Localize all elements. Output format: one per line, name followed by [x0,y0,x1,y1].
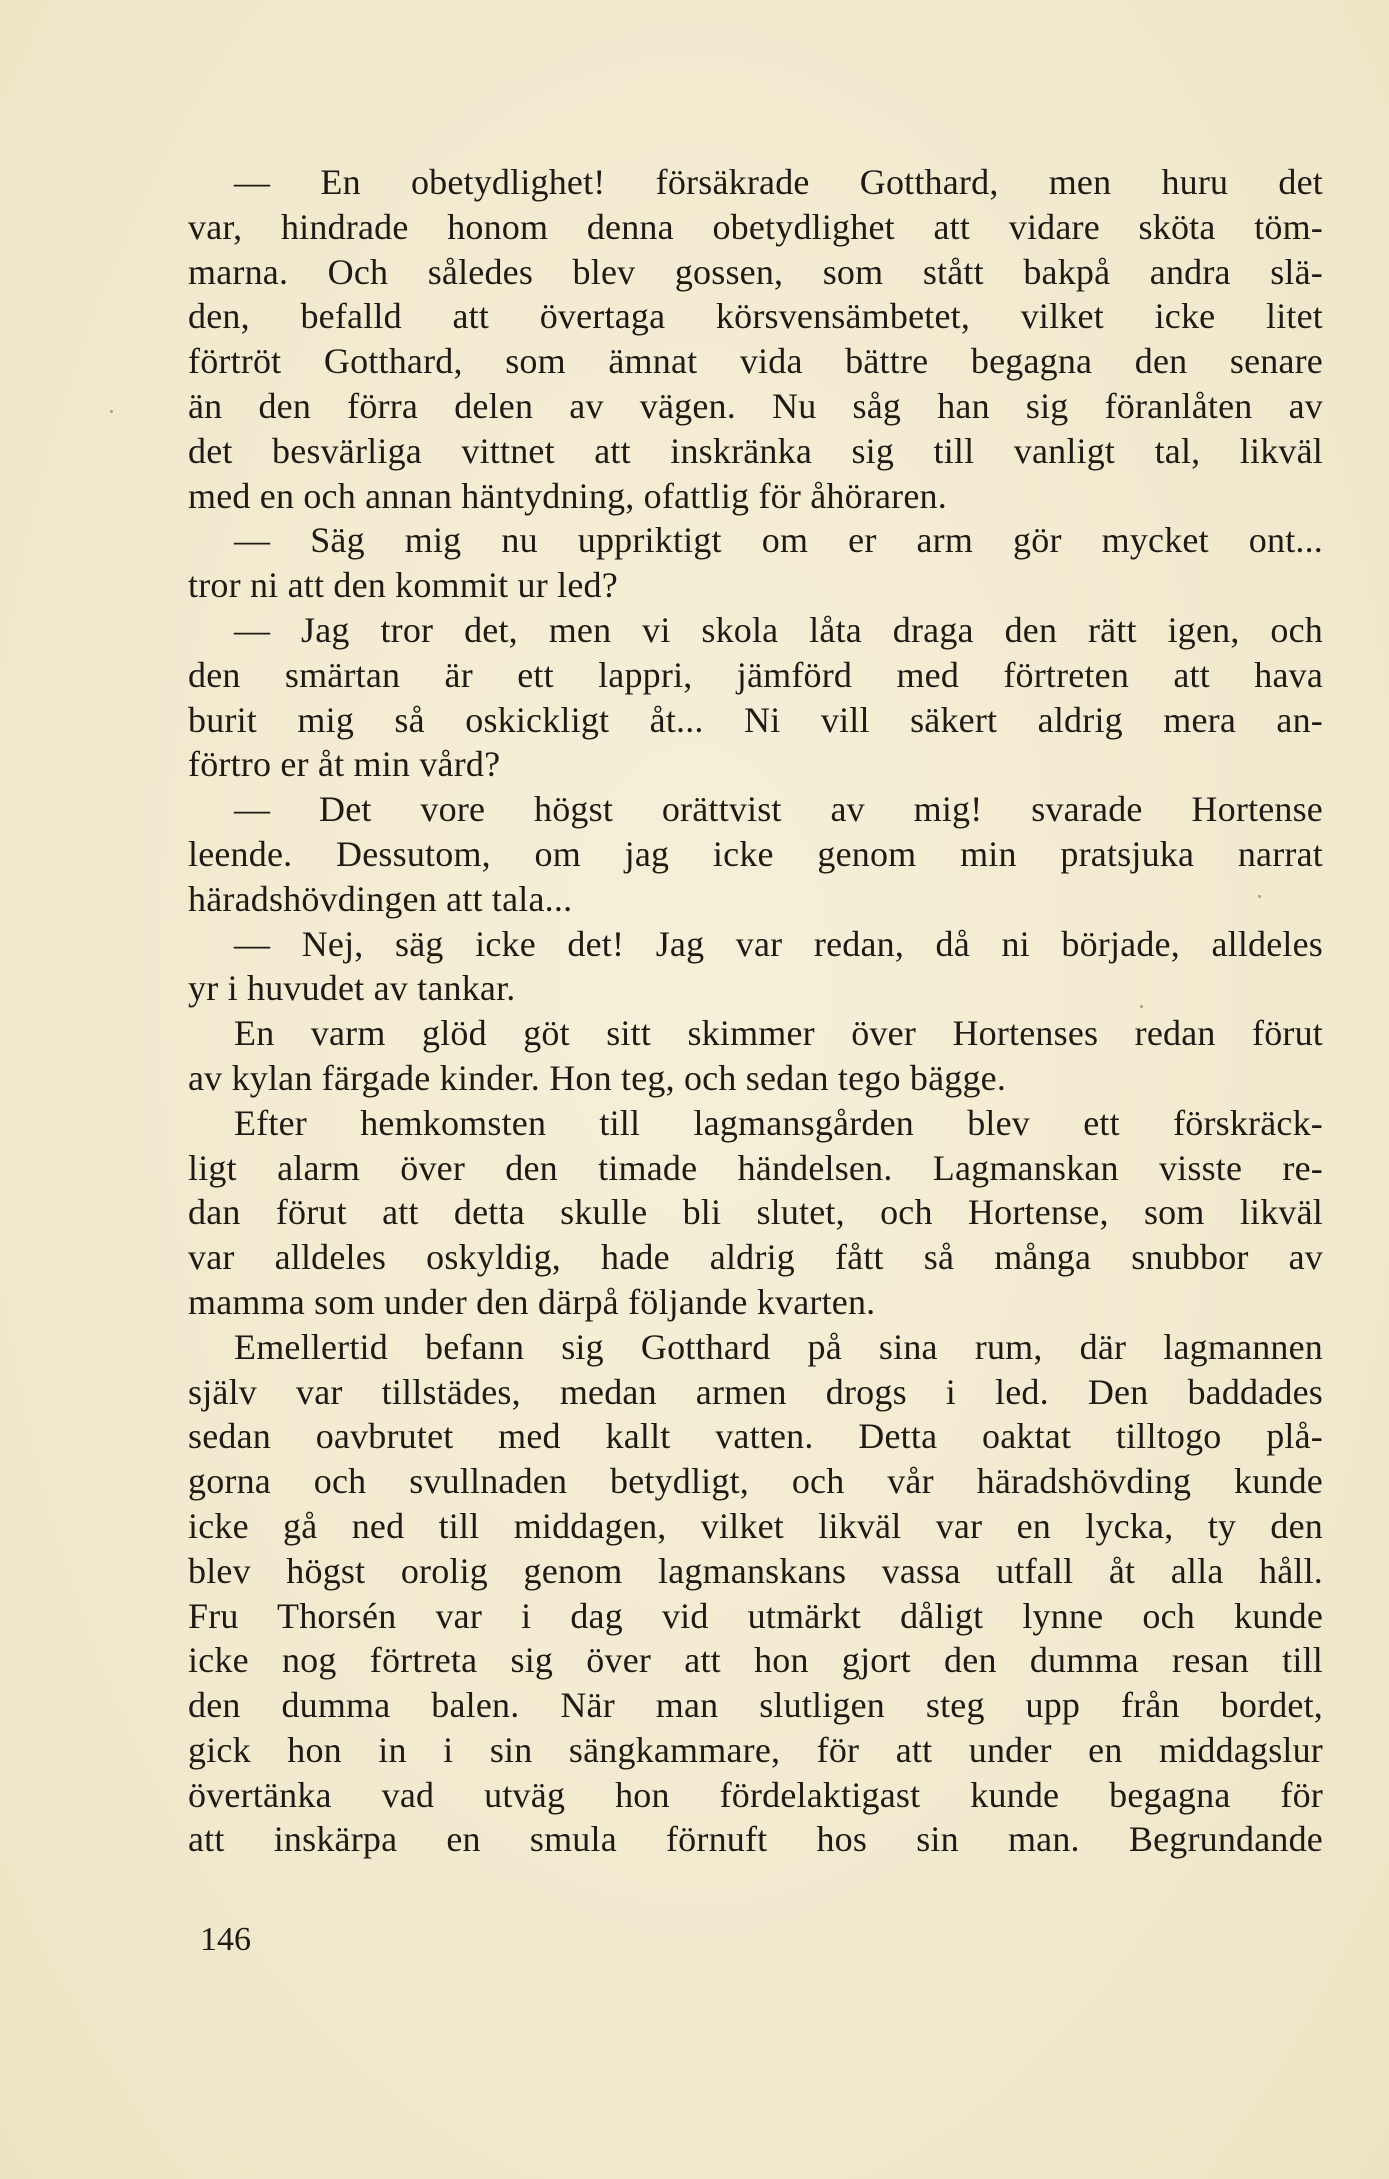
text-line: marna. Och således blev gossen, som stått bakpå andra slä- [188,251,1323,292]
text-line: ligt alarm över den timade händelsen. Lagmanskan visste re- [188,1147,1323,1188]
paper-speck [110,410,113,413]
text-line: Emellertid befann sig Gotthard på sina rum, där lagmannen [234,1326,1323,1367]
text-line: yr i huvudet av tankar. [188,968,516,1009]
text-line: än den förra delen av vägen. Nu såg han sig föranlåten av [188,385,1323,426]
text-line: En varm glöd göt sitt skimmer över Hortenses redan förut [234,1013,1323,1054]
text-line: övertänka vad utväg hon fördelaktigast kunde begagna för [188,1774,1323,1815]
body-text [188,160,1323,1862]
text-line: blev högst orolig genom lagmanskans vassa utfall åt alla håll. [188,1550,1323,1591]
text-line: häradshövdingen att tala... [188,878,573,919]
text-line: Efter hemkomsten till lagmansgården blev ett förskräck- [234,1102,1323,1143]
text-line: gick hon in i sin sängkammare, för att under en middagslur [188,1729,1323,1770]
text-line: förtröt Gotthard, som ämnat vida bättre begagna den senare [188,341,1323,382]
text-line: leende. Dessutom, om jag icke genom min pratsjuka narrat [188,833,1323,874]
text-line: av kylan färgade kinder. Hon teg, och sedan tego bägge. [188,1057,1007,1098]
paper-speck [1258,895,1261,898]
text-line: gorna och svullnaden betydligt, och vår häradshövding kunde [188,1461,1323,1502]
text-line: icke nog förtreta sig över att hon gjort den dumma resan till [188,1640,1323,1681]
text-line: — Nej, säg icke det! Jag var redan, då ni började, alldeles [234,923,1323,964]
text-line: den smärtan är ett lappri, jämförd med förtreten att hava [188,654,1323,695]
text-line: sedan oavbrutet med kallt vatten. Detta oaktat tilltogo plå- [188,1416,1323,1457]
text-line: — Jag tror det, men vi skola låta draga den rätt igen, och [234,609,1323,650]
text-line: burit mig så oskickligt åt... Ni vill säkert aldrig mera an- [188,699,1323,740]
text-line: — En obetydlighet! försäkrade Gotthard, men huru det [234,162,1323,202]
text-line: tror ni att den kommit ur led? [188,565,618,606]
paper-speck [1140,1005,1143,1008]
page-number: 146 [200,1921,251,1958]
text-line: mamma som under den därpå följande kvarten. [188,1281,876,1322]
text-line: förtro er åt min vård? [188,744,501,785]
text-line: att inskärpa en smula förnuft hos sin man. Begrundande [188,1819,1323,1860]
text-line: själv var tillstädes, medan armen drogs i led. Den baddades [188,1371,1323,1412]
text-line: Fru Thorsén var i dag vid utmärkt dåligt lynne och kunde [188,1595,1323,1636]
text-line: med en och annan häntydning, ofattlig för åhöraren. [188,475,947,516]
text-line: dan förut att detta skulle bli slutet, och Hortense, som likväl [188,1192,1323,1233]
text-line: icke gå ned till middagen, vilket likväl var en lycka, ty den [188,1505,1323,1546]
text-line: — Det vore högst orättvist av mig! svarade Hortense [234,789,1323,830]
text-line: det besvärliga vittnet att inskränka sig till vanligt tal, likväl [188,430,1323,471]
text-line: var, hindrade honom denna obetydlighet att vidare sköta töm- [188,206,1323,247]
text-line: — Säg mig nu uppriktigt om er arm gör mycket ont... [234,520,1323,561]
text-line: den dumma balen. När man slutligen steg upp från bordet, [188,1685,1323,1726]
text-line: var alldeles oskyldig, hade aldrig fått så många snubbor av [188,1237,1323,1278]
text-line: den, befalld att övertaga körsvensämbetet, vilket icke litet [188,296,1323,337]
